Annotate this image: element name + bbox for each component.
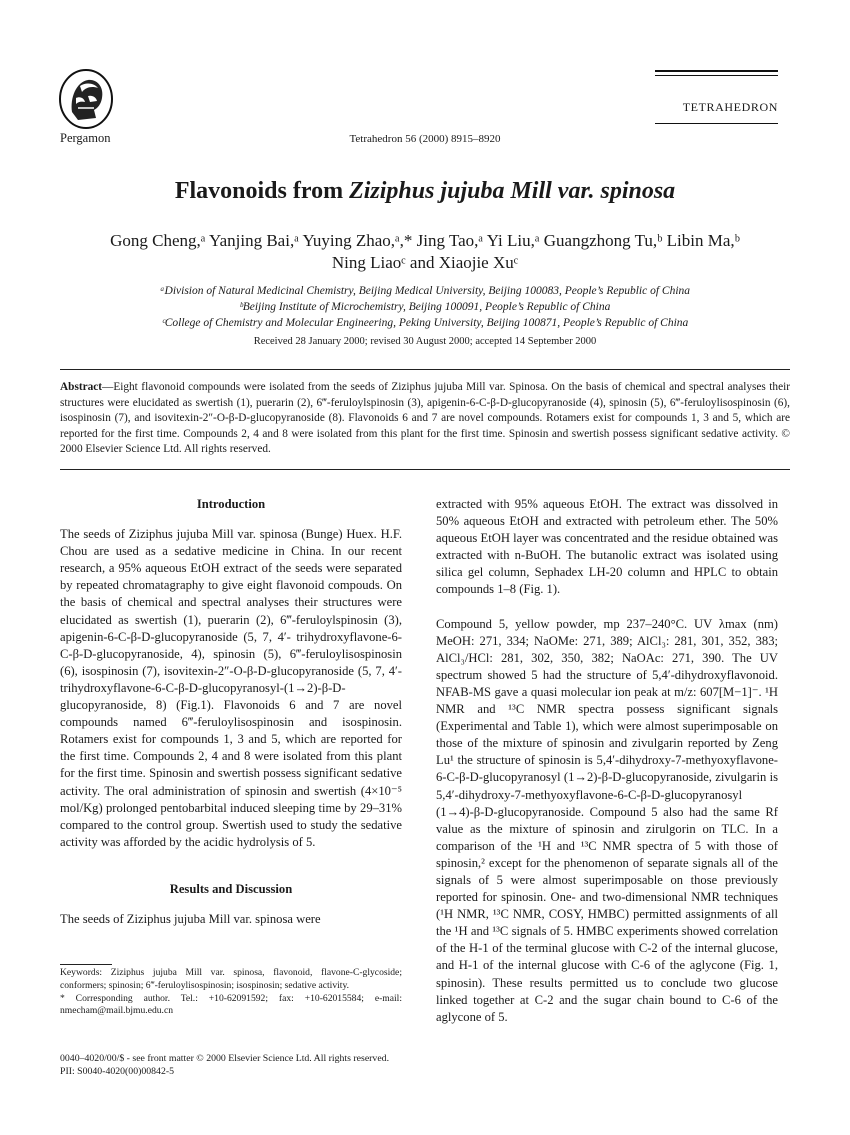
issn-line: 0040–4020/00/$ - see front matter © 2000 Elsevier Science Ltd. All rights reserved. [60, 1053, 390, 1064]
title-main: Flavonoids from [174, 178, 350, 204]
author-list [50, 230, 800, 274]
footnotes [60, 967, 402, 1018]
header-rule-top [655, 70, 778, 72]
pergamon-logo-icon [58, 68, 114, 130]
introduction-heading: Introduction [196, 497, 266, 511]
pii-line: PII: S0040-4020(00)00842-5 [60, 1066, 175, 1077]
received-dates: Received 28 January 2000; revised 30 August 2000; accepted 14 September 2000 [253, 336, 597, 347]
introduction-paragraph: The seeds of Ziziphus jujuba Mill var. spinosa (Bunge) Huex. H.F. Chou are used as a sedative medicine in China. In our recent research, a 95% aqueous EtOH extract of the seeds were separated by repeated chromatagraphy to give eight flavonoid compouds. On the basis of chemical and spectral analyses their structures were elucidated as swertish (1), puerarin (2), 6‴-feruloylspinosin (3), apigenin-6-C-β-D-glucopyranoside (5, 7, 4′- trihydroxyflavone-6-C-β-D-glucopyranoside, 4), spinosin (5), 6‴-feruloylisospinosin (6), isospinosin (7), isovitexin-2″-O-β-D-glucopyranoside (5, 7, 4′-trihydroxyflavone-6-C-β-D-glucopyranosyl-(1→2)-β-D-glucopyranoside, 8) (Fig.1). Flavonoids 6 and 7 are novel compounds named 6‴-feruloylisospinosin and isospinosin. Rotamers exist for compounds 1, 3 and 5, which are reported for the first time. Compounds 2, 4 and 8 were isolated from this plant for the first time. Spinosin and swertish possess significant sedative activity. The oral administration of spinosin and swertish (4×10⁻⁵ mol/Kg) prolonged pentobarbital induced sleeping time by 29–31% compared to the control group. Swertish used to study the sedative activity was afforded by the acidic hydrolysis of 5. [60, 527, 402, 849]
left-column [60, 496, 402, 928]
abstract-label: Abstract [60, 381, 103, 393]
compound-5-paragraph: Compound 5, yellow powder, mp 237–240°C. UV λmax (nm) MeOH: 271, 334; NaOMe: 271, 389; AlCl₃: 281, 301, 352, 383; AlCl₃/HCl: 281, 302, 350, 382; NaOAc: 271, 390. The UV spectrum showed 5 had the structure of 5,4′-dihydroxyflavonoid. NFAB-MS gave a quasi molecular ion peak at m/z: 607[M−1]⁻. ¹H NMR and ¹³C NMR spectra possess significant signals (Experimental and Table 1), which were almost superimposable on those of the mixture of spinosin and zivulgarin reported by Zeng Lu¹ the structure of spinosin is 5,4′-dihydroxy-7-methyoxyflavone-6-C-β-D-glucopyranosyl (1→2)-β-D-glucopyranoside, zivulgarin is 5,4′-dihydroxy-7-methyoxyflavone-6-C-β-D-glucopyranosyl (1→4)-β-D-glucopyranoside. Compound 5 also had the same Rf value as the mixture of spinosin and zirulgorin on TLC. In a comparison of the ¹H and ¹³C NMR spectra of 5 with those of spinosin,² except for the phenomenon of separate signals all of the signals of 5 were almost superimposable on those previously reported for spinosin. One- and two-dimensional NMR techniques (¹H NMR, ¹³C NMR, COSY, HMBC) permitted assignments of all the ¹H and ¹³C signals of 5. HMBC experiments showed correlation of the H-1 of the terminal glucose with C-2 of the internal glucose, and H-1 of the internal glucose with C-6 of the aglycone (Fig. 1, spinosin). These results permitted us to conclude two glucose linked together at C-2 and the sugar chain bound to C-6 of the aglycone of 5. [436, 616, 778, 1024]
article-title [0, 178, 850, 205]
abstract [60, 380, 790, 458]
journal-name: TETRAHEDRON [682, 100, 778, 114]
results-paragraph-start: The seeds of Ziziphus jujuba Mill var. spinosa were [60, 911, 321, 926]
header-rule-bottom [655, 123, 778, 124]
affiliations [60, 283, 790, 331]
publisher-name: Pergamon [60, 131, 111, 145]
abstract-rule-bottom [60, 469, 790, 470]
authors-line-1: Gong Cheng,ᵃ Yanjing Bai,ᵃ Yuying Zhao,ᵃ,* Jing Tao,ᵃ Yi Liu,ᵃ Guangzhong Tu,ᵇ Libin Ma,ᵇ [110, 231, 740, 250]
publication-info [60, 1052, 560, 1078]
authors-line-2: Ning Liaoᶜ and Xiaojie Xuᶜ [331, 253, 519, 272]
footnote-rule [60, 964, 112, 965]
extraction-paragraph: extracted with 95% aqueous EtOH. The extract was dissolved in 50% aqueous EtOH and extracted with petroleum ether. The 50% aqueous EtOH layer was concentrated and the residue obtained was extracted with n-BuOH. The butanolic extract was isolated using silica gel column, Sephadex LH-20 column and HPLC to obtain compounds 1–8 (Fig. 1). [436, 497, 778, 597]
abstract-text: —Eight flavonoid compounds were isolated from the seeds of Ziziphus jujuba Mill var. Spinosa. On the basis of chemical and spectral analyses their structures were elucidated as swertish (1), puerarin (2), 6‴-feruloylspinosin (3), apigenin-6-C-β-D-glucopyranoside (4), spinosin (5), 6‴-feruloylisospinosin (6), isospinosin (7), and isovitexin-2″-O-β-D-glucopyranoside (8). Flavonoids 6 and 7 are novel compounds. Rotamers exist for compounds 1, 3 and 5, which are reported for the first time. Compounds 2, 4 and 8 were isolated from this plant for the first time. Spinosin and swertish possess significant sedative activity. © 2000 Elsevier Science Ltd. All rights reserved. [60, 381, 790, 455]
abstract-rule-top [60, 369, 790, 370]
keywords-footnote: Keywords: Ziziphus jujuba Mill var. spinosa, flavonoid, flavone-C-glycoside; conformers; spinosin; 6‴-feruloylisospinosin; isospinosin; sedative activity. [60, 967, 402, 991]
right-column [436, 496, 778, 1026]
affiliation-c: ᶜCollege of Chemistry and Molecular Engineering, Peking University, Beijing 100871, People’s Republic of China [161, 317, 689, 329]
header-rule-top-thin [655, 75, 778, 76]
title-species: Ziziphus jujuba Mill var. spinosa [349, 178, 676, 204]
journal-reference: Tetrahedron 56 (2000) 8915–8920 [349, 133, 501, 145]
affiliation-a: ᵃDivision of Natural Medicinal Chemistry, Beijing Medical University, Beijing 100083, People’s Republic of China [159, 285, 691, 297]
corresponding-author-footnote: * Corresponding author. Tel.: +10-62091592; fax: +10-62015584; e-mail: nmecham@mail.bjmu.edu.cn [60, 992, 402, 1017]
affiliation-b: ᵇBeijing Institute of Microchemistry, Beijing 100091, People’s Republic of China [239, 301, 611, 313]
results-heading: Results and Discussion [169, 881, 293, 896]
